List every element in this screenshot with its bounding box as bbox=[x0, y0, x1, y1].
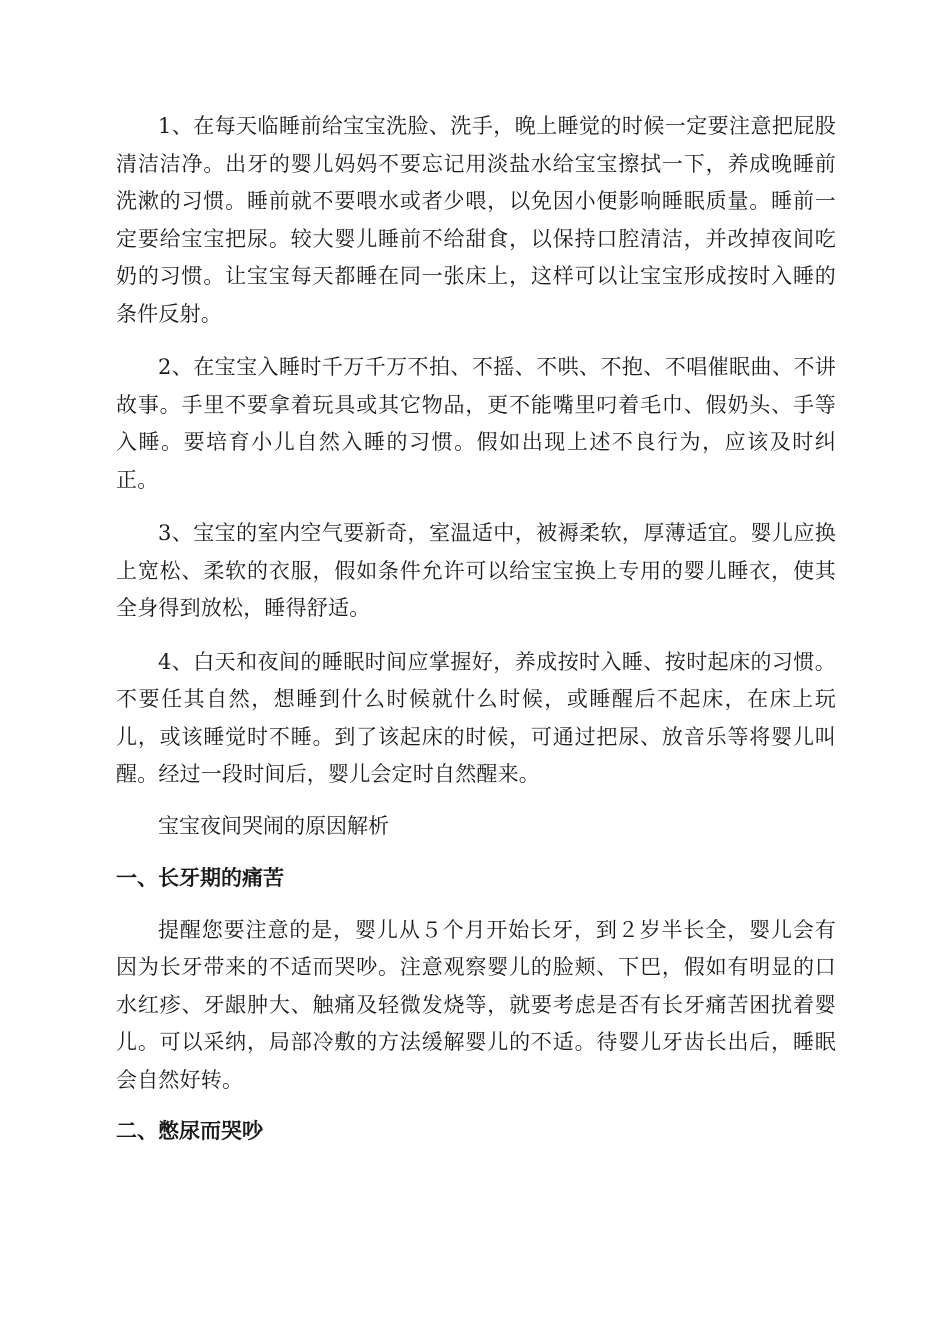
section-1-paragraph: 提醒您要注意的是，婴儿从５个月开始长牙，到２岁半长全，婴儿会有因为长牙带来的不适而哭吵。注意观察婴儿的脸颊、下巴，假如有明显的口水红疹、牙龈肿大、触痛及轻微发烧等，就要考虑是否有长牙痛苦困扰着婴儿。可以采纳，局部冷敷的方法缓解婴儿的不适。待婴儿牙齿长出后，睡眠会自然好转。 bbox=[116, 917, 836, 1092]
section-subtitle: 宝宝夜间哭闹的原因解析 bbox=[158, 813, 389, 838]
paragraph-3: 3、宝宝的室内空气要新奇，室温适中，被褥柔软，厚薄适宜。婴儿应换上宽松、柔软的衣服，假如条件允许可以给宝宝换上专用的婴儿睡衣，使其全身得到放松，睡得舒适。 bbox=[116, 521, 836, 620]
section-heading-1: 一、长牙期的痛苦 bbox=[116, 866, 284, 890]
section-heading-2: 二、憋尿而哭吵 bbox=[116, 1119, 263, 1143]
paragraph-2: 2、在宝宝入睡时千万千万不拍、不摇、不哄、不抱、不唱催眠曲、不讲故事。手里不要拿着玩具或其它物品，更不能嘴里叼着毛巾、假奶头、手等入睡。要培育小儿自然入睡的习惯。假如出现上述不良行为，应该及时纠正。 bbox=[116, 355, 836, 492]
paragraph-1: 1、在每天临睡前给宝宝洗脸、洗手，晚上睡觉的时候一定要注意把屁股清洁洁净。出牙的婴儿妈妈不要忘记用淡盐水给宝宝擦拭一下，养成晚睡前洗漱的习惯。睡前就不要喂水或者少喂，以免因小便影响睡眠质量。睡前一定要给宝宝把尿。较大婴儿睡前不给甜食，以保持口腔清洁，并改掉夜间吃奶的习惯。让宝宝每天都睡在同一张床上，这样可以让宝宝形成按时入睡的条件反射。 bbox=[116, 114, 836, 326]
document-body bbox=[116, 108, 836, 1165]
paragraph-4: 4、白天和夜间的睡眠时间应掌握好，养成按时入睡、按时起床的习惯。不要任其自然，想睡到什么时候就什么时候，或睡醒后不起床，在床上玩儿，或该睡觉时不睡。到了该起床的时候，可通过把尿、放音乐等将婴儿叫醒。经过一段时间后，婴儿会定时自然醒来。 bbox=[116, 649, 836, 786]
